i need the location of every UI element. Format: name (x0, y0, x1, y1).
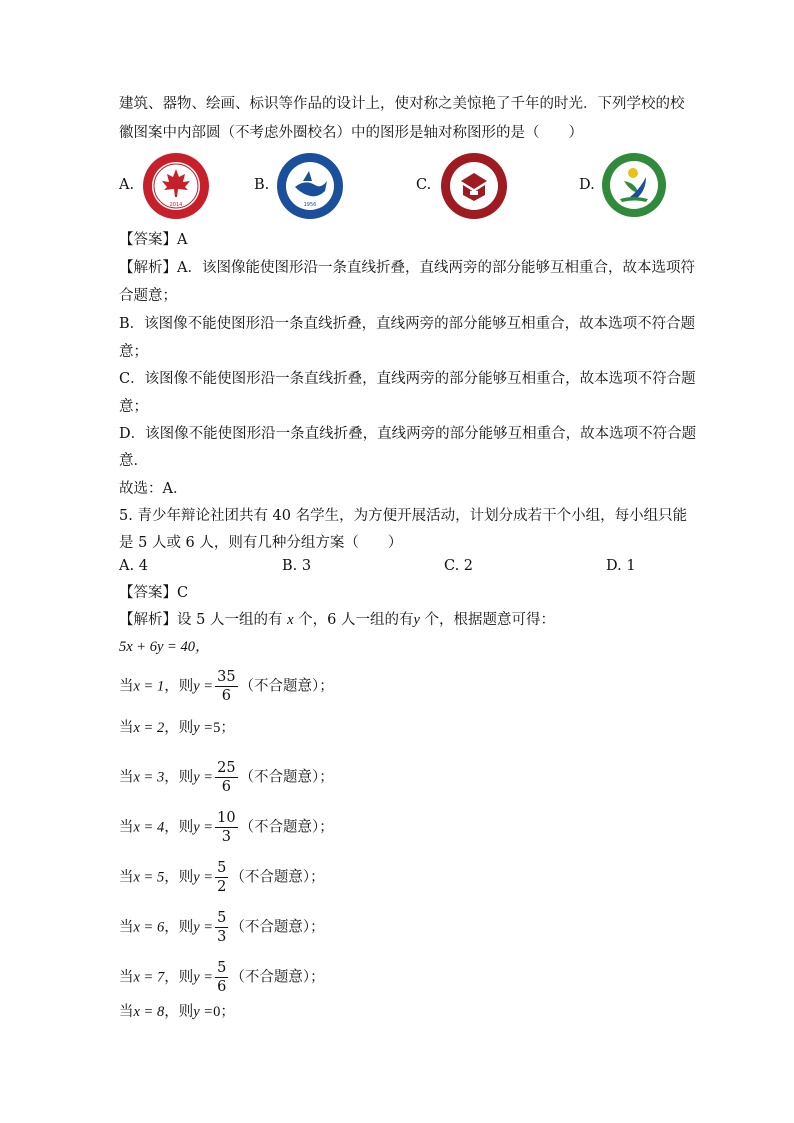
case-then: ，则 (164, 869, 194, 886)
case-prefix: 当 (119, 678, 134, 695)
case-condition: x = 6 (133, 919, 165, 936)
logo-b-year: 1956 (303, 202, 317, 208)
case-condition: x = 8 (133, 1004, 165, 1020)
case-fraction (215, 910, 228, 945)
q5-option-b: B. 3 (282, 558, 312, 574)
case-condition: x = 5 (133, 869, 165, 886)
q4-option-b-label: B. (254, 177, 270, 193)
case-lhs: y = (193, 769, 214, 786)
q5-case-3 (119, 760, 334, 795)
fraction-bar (215, 977, 228, 978)
case-condition: x = 1 (133, 678, 165, 695)
q4-analysis-b-line2: 意； (119, 344, 148, 360)
fraction-bar (215, 927, 228, 928)
q5-case-7 (119, 960, 325, 995)
fraction-denominator: 6 (221, 779, 231, 795)
fraction-denominator: 2 (217, 879, 227, 895)
q5-intro-var-y: y (413, 612, 420, 628)
case-prefix: 当 (119, 1004, 134, 1020)
q4-stem-line2: 徽图案中内部圆（不考虑外圈校名）中的图形是轴对称图形的是（ ） (119, 125, 583, 141)
case-then: ，则 (164, 1004, 194, 1020)
fraction-denominator: 3 (221, 829, 231, 845)
q5-case-6 (119, 910, 325, 945)
case-fraction (215, 860, 228, 895)
q4-analysis-a-line1: 【解析】A．该图像能使图形沿一条直线折叠，直线两旁的部分能够互相重合，故本选项符 (119, 260, 695, 276)
case-lhs: y = (193, 720, 214, 736)
case-fraction (215, 760, 237, 795)
q4-analysis-c-line1: C．该图像不能使图形沿一条直线折叠，直线两旁的部分能够互相重合，故本选项不符合题 (119, 371, 696, 387)
case-lhs: y = (193, 869, 214, 886)
fraction-denominator: 6 (217, 979, 227, 995)
case-then: ，则 (164, 919, 194, 936)
case-note: ； (220, 720, 235, 736)
q4-analysis-d-line2: 意． (119, 453, 148, 469)
q4-analysis-a-line2: 合题意； (119, 288, 177, 304)
case-prefix: 当 (119, 769, 134, 786)
fraction-numerator: 25 (217, 760, 236, 776)
fraction-numerator: 35 (217, 669, 236, 685)
case-condition: x = 4 (133, 819, 165, 836)
case-note: （不合题意）； (230, 919, 325, 936)
case-then: ，则 (164, 769, 194, 786)
q5-intro-part1: 【解析】设 5 人一组的有 (119, 612, 288, 628)
q5-case-1 (119, 669, 334, 704)
fraction-denominator: 3 (217, 929, 227, 945)
fraction-numerator: 5 (217, 960, 227, 976)
q5-case-8 (119, 1002, 235, 1022)
case-value: 5 (213, 720, 221, 736)
case-note: ； (220, 1004, 235, 1020)
q5-case-4 (119, 810, 334, 845)
case-note: （不合题意）； (239, 678, 334, 695)
school-logo-a (141, 151, 211, 221)
case-then: ，则 (164, 969, 194, 986)
q4-conclusion: 故选：A． (119, 481, 188, 497)
q5-intro-part3: 个，根据题意可得： (419, 612, 555, 628)
fraction-bar (215, 777, 237, 778)
q5-stem-line1: 5. 青少年辩论社团共有 40 名学生，为方便开展活动，计划分成若干个小组，每小组只能 (119, 508, 688, 524)
case-lhs: y = (193, 678, 214, 695)
case-prefix: 当 (119, 869, 134, 886)
q5-case-5 (119, 860, 325, 895)
q4-answer: 【答案】A (119, 232, 188, 248)
case-then: ，则 (164, 720, 194, 736)
q4-option-a-label: A. (119, 177, 135, 193)
q4-analysis-c-line2: 意； (119, 399, 148, 415)
q5-stem-line2: 是 5 人或 6 人，则有几种分组方案（ ） (119, 535, 403, 551)
q4-option-d-label: D. (579, 177, 595, 193)
fraction-bar (215, 827, 237, 828)
fraction-numerator: 5 (217, 860, 227, 876)
q5-equation: 5x + 6y = 40， (119, 639, 210, 655)
case-prefix: 当 (119, 919, 134, 936)
case-note: （不合题意）； (239, 769, 334, 786)
school-logo-b (275, 151, 345, 221)
q5-analysis-intro (119, 610, 555, 630)
school-logo-c (439, 151, 509, 221)
fraction-bar (215, 686, 237, 687)
case-lhs: y = (193, 969, 214, 986)
case-fraction (215, 960, 228, 995)
logo-a-year: 2014 (169, 202, 183, 208)
case-note: （不合题意）； (230, 869, 325, 886)
case-note: （不合题意）； (230, 969, 325, 986)
school-logo-d (600, 151, 668, 219)
case-lhs: y = (193, 1004, 214, 1020)
case-condition: x = 7 (133, 969, 165, 986)
q4-analysis-b-line1: B．该图像不能使图形沿一条直线折叠，直线两旁的部分能够互相重合，故本选项不符合题 (119, 316, 696, 332)
case-condition: x = 3 (133, 769, 165, 786)
case-condition: x = 2 (133, 720, 165, 736)
fraction-numerator: 5 (217, 910, 227, 926)
q4-analysis-d-line1: D．该图像不能使图形沿一条直线折叠，直线两旁的部分能够互相重合，故本选项不符合题 (119, 426, 697, 442)
case-fraction (215, 810, 237, 845)
q5-option-c: C. 2 (444, 558, 474, 574)
case-lhs: y = (193, 919, 214, 936)
q5-intro-var-x: x (287, 612, 294, 628)
case-prefix: 当 (119, 720, 134, 736)
fraction-denominator: 6 (221, 688, 231, 704)
case-fraction (215, 669, 237, 704)
case-then: ，则 (164, 678, 194, 695)
case-prefix: 当 (119, 819, 134, 836)
q5-answer: 【答案】C (119, 585, 189, 601)
q5-intro-part2: 个，6 人一组的有 (293, 612, 414, 628)
fraction-bar (215, 877, 228, 878)
q4-option-c-label: C. (416, 177, 432, 193)
q5-case-2 (119, 718, 235, 738)
case-then: ，则 (164, 819, 194, 836)
case-note: （不合题意）； (239, 819, 334, 836)
case-value: 0 (213, 1004, 221, 1020)
case-lhs: y = (193, 819, 214, 836)
q5-option-d: D. 1 (606, 558, 636, 574)
case-prefix: 当 (119, 969, 134, 986)
q5-option-a: A. 4 (119, 558, 148, 574)
fraction-numerator: 10 (217, 810, 236, 826)
q4-stem-line1: 建筑、器物、绘画、标识等作品的设计上，使对称之美惊艳了千年的时光．下列学校的校 (119, 96, 685, 112)
